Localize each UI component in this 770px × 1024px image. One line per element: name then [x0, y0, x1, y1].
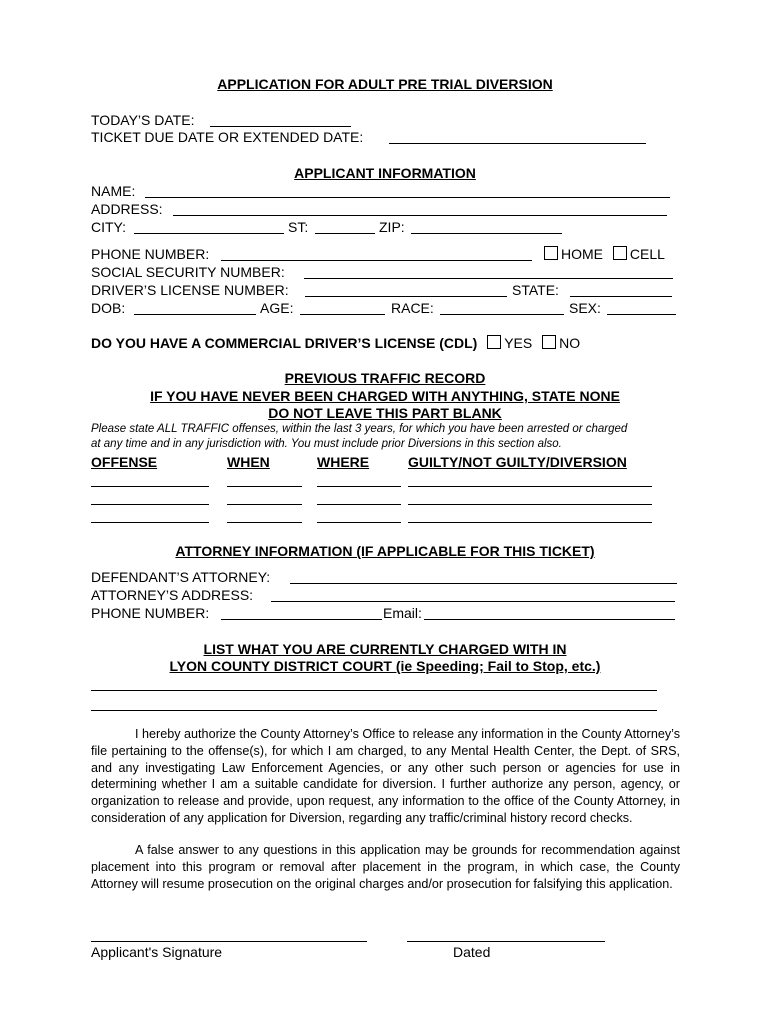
age-field[interactable]: [300, 314, 385, 315]
traffic-subheading: IF YOU HAVE NEVER BEEN CHARGED WITH ANYTHING, STATE NONE: [150, 388, 620, 404]
result-field-3[interactable]: [408, 522, 652, 523]
cell-checkbox[interactable]: [613, 246, 627, 260]
result-field-2[interactable]: [408, 504, 652, 505]
phone-field[interactable]: [221, 260, 532, 261]
charges-field-2[interactable]: [91, 710, 657, 711]
attorney-email-label: Email:: [383, 605, 422, 621]
form-title: APPLICATION FOR ADULT PRE TRIAL DIVERSION: [217, 76, 553, 92]
applicant-info-heading: APPLICANT INFORMATION: [294, 165, 476, 181]
col-when: WHEN: [227, 454, 270, 470]
where-field-1[interactable]: [317, 486, 401, 487]
offense-field-2[interactable]: [91, 504, 209, 505]
zip-label: ZIP:: [379, 219, 405, 235]
result-field-1[interactable]: [408, 486, 652, 487]
address-field[interactable]: [173, 215, 667, 216]
state-abbrev-field[interactable]: [315, 233, 375, 234]
applicant-signature-label: Applicant's Signature: [91, 944, 223, 960]
cdl-row: [91, 335, 580, 351]
traffic-instruction-2: at any time and in any jurisdiction with. You must include prior Diversions in this section also.: [91, 438, 562, 450]
race-label: RACE:: [391, 300, 434, 316]
where-field-2[interactable]: [317, 504, 401, 505]
charges-field-1[interactable]: [91, 690, 657, 691]
traffic-instruction-1: Please state ALL TRAFFIC offenses, within the last 3 years, for which you have been arrested or charged: [91, 423, 628, 435]
todays-date-label: TODAY’S DATE:: [91, 112, 195, 128]
when-field-1[interactable]: [227, 486, 302, 487]
dated-label: Dated: [453, 944, 491, 960]
state-abbrev-label: ST:: [288, 219, 309, 235]
attorney-phone-label: PHONE NUMBER:: [91, 605, 210, 621]
age-label: AGE:: [260, 300, 294, 316]
dated-field[interactable]: [407, 941, 605, 942]
attorney-email-field[interactable]: [424, 619, 675, 620]
defendant-attorney-field[interactable]: [290, 583, 677, 584]
offense-field-1[interactable]: [91, 486, 209, 487]
traffic-heading: PREVIOUS TRAFFIC RECORD: [284, 370, 486, 386]
applicant-signature-field[interactable]: [91, 941, 367, 942]
when-field-2[interactable]: [227, 504, 302, 505]
city-label: CITY:: [91, 219, 127, 235]
cdl-no-label: NO: [559, 335, 581, 351]
city-field[interactable]: [134, 233, 284, 234]
home-checkbox[interactable]: [544, 246, 558, 260]
where-field-3[interactable]: [317, 522, 401, 523]
attorney-phone-field[interactable]: [221, 619, 382, 620]
defendant-attorney-label: DEFENDANT’S ATTORNEY:: [91, 569, 271, 585]
address-label: ADDRESS:: [91, 201, 163, 217]
race-field[interactable]: [440, 314, 564, 315]
authorization-paragraph: I hereby authorize the County Attorney’s Office to release any information in the County Attorney’s file pertaining to the offense(s), for which I am charged, to any Mental Health Center, the Dept. of SRS, and any investigating Law Enforcement Agencies, or any other such person or agencies for use in determining whether I am a suitable candidate for diversion. I further authorize any person, agency, or organization to release and provide, upon request, any information to the office of the County Attorney, in consideration of any application for Diversion, regarding any traffic/criminal history record checks.: [91, 727, 680, 825]
ticket-due-date-field[interactable]: [389, 143, 646, 144]
home-label: HOME: [561, 246, 603, 262]
drivers-license-label: DRIVER’S LICENSE NUMBER:: [91, 282, 289, 298]
charges-heading: LIST WHAT YOU ARE CURRENTLY CHARGED WITH IN: [203, 641, 567, 657]
traffic-warning: DO NOT LEAVE THIS PART BLANK: [268, 405, 502, 421]
dl-state-field[interactable]: [570, 296, 672, 297]
dob-label: DOB:: [91, 300, 126, 316]
attorney-address-label: ATTORNEY’S ADDRESS:: [91, 587, 254, 603]
name-label: NAME:: [91, 183, 136, 199]
phone-type-options: [538, 246, 665, 262]
attorney-address-field[interactable]: [271, 601, 675, 602]
todays-date-field[interactable]: [210, 126, 351, 127]
sex-label: SEX:: [569, 300, 601, 316]
dob-field[interactable]: [134, 314, 256, 315]
phone-label: PHONE NUMBER:: [91, 246, 210, 262]
attorney-heading: ATTORNEY INFORMATION (IF APPLICABLE FOR THIS TICKET): [175, 543, 595, 559]
cdl-no-checkbox[interactable]: [542, 335, 556, 349]
ticket-due-date-label: TICKET DUE DATE OR EXTENDED DATE:: [91, 129, 364, 145]
cdl-yes-checkbox[interactable]: [487, 335, 501, 349]
ssn-label: SOCIAL SECURITY NUMBER:: [91, 264, 285, 280]
charges-subheading: LYON COUNTY DISTRICT COURT (ie Speeding; Fail to Stop, etc.): [169, 658, 601, 674]
name-field[interactable]: [145, 197, 670, 198]
col-result: GUILTY/NOT GUILTY/DIVERSION: [408, 454, 627, 470]
cell-label: CELL: [629, 246, 665, 262]
col-offense: OFFENSE: [91, 454, 158, 470]
when-field-3[interactable]: [227, 522, 302, 523]
col-where: WHERE: [317, 454, 370, 470]
offense-field-3[interactable]: [91, 522, 209, 523]
cdl-yes-label: YES: [504, 335, 533, 351]
dl-state-label: STATE:: [512, 282, 559, 298]
drivers-license-field[interactable]: [305, 296, 507, 297]
ssn-field[interactable]: [304, 278, 673, 279]
false-answer-paragraph: A false answer to any questions in this application may be grounds for recommendation against placement into this program or removal after placement in the program, in which case, the County Attorney will resume prosecution on the original charges and/or prosecution for falsifying this application.: [91, 843, 680, 891]
sex-field[interactable]: [607, 314, 676, 315]
zip-field[interactable]: [411, 233, 562, 234]
cdl-question: DO YOU HAVE A COMMERCIAL DRIVER’S LICENSE (CDL): [91, 335, 478, 351]
